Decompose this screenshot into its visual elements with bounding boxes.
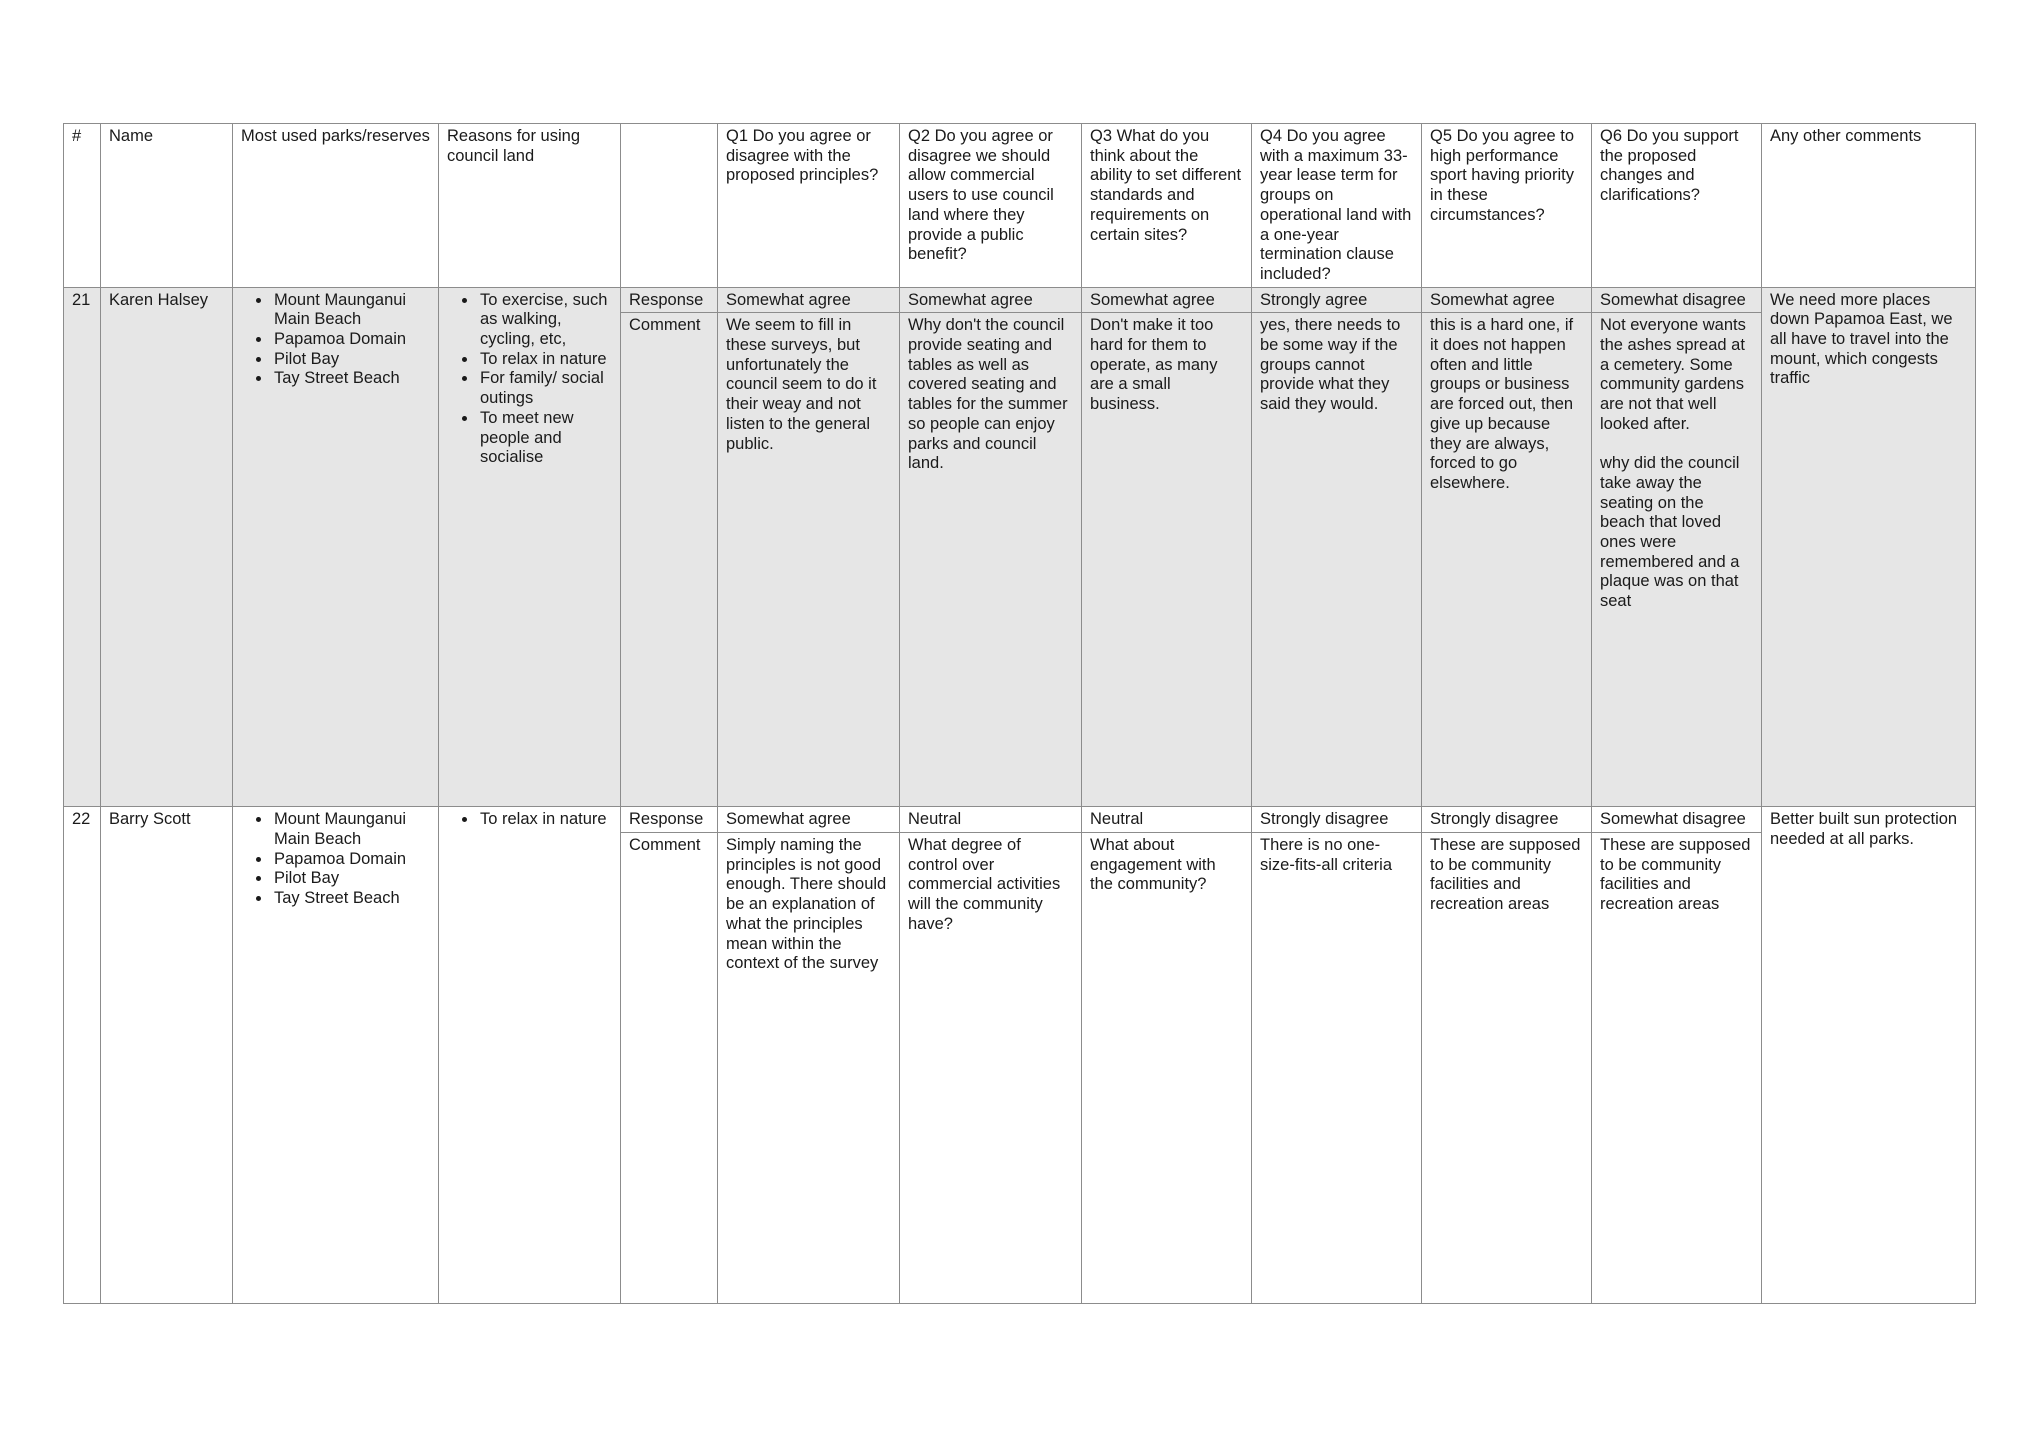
comment-label: Comment [621, 313, 718, 807]
q3-response: Neutral [1082, 807, 1252, 833]
q1-comment: We seem to fill in these surveys, but unfortunately the council seem to do it their weay and not listen to the general public. [718, 313, 900, 807]
respondent-name: Karen Halsey [101, 287, 233, 807]
q1-response: Somewhat agree [718, 807, 900, 833]
reasons-list [447, 291, 612, 468]
list-item: • Pilot Bay [272, 869, 430, 889]
header-q5: Q5 Do you agree to high performance sport having priority in these circumstances? [1422, 124, 1592, 288]
q6-response: Somewhat disagree [1592, 807, 1762, 833]
q1-comment: Simply naming the principles is not good enough. There should be an explanation of what the principles mean within the context of the survey [718, 833, 900, 1304]
parks-list [241, 291, 430, 390]
list-item: • To exercise, such as walking, cycling, etc, [478, 291, 612, 350]
reasons-cell [439, 287, 621, 807]
list-item: • Papamoa Domain [272, 850, 430, 870]
paragraph-spacer [1600, 435, 1753, 455]
header-reasons: Reasons for using council land [439, 124, 621, 288]
q6-comment [1592, 313, 1762, 807]
reasons-cell [439, 807, 621, 1304]
survey-responses-table [63, 123, 1976, 1304]
other-comments: Better built sun protection needed at all parks. [1762, 807, 1976, 1304]
list-item: • Tay Street Beach [272, 369, 430, 389]
list-item: • For family/ social outings [478, 369, 612, 408]
respondent-name: Barry Scott [101, 807, 233, 1304]
header-type [621, 124, 718, 288]
row-number: 22 [64, 807, 101, 1304]
list-item: • Mount Maunganui Main Beach [272, 291, 430, 330]
list-item: • Mount Maunganui Main Beach [272, 810, 430, 849]
header-number: # [64, 124, 101, 288]
q3-response: Somewhat agree [1082, 287, 1252, 313]
q6-comment-paragraph-1: Not everyone wants the ashes spread at a cemetery. Some community gardens are not that well looked after. [1600, 316, 1746, 433]
response-label: Response [621, 807, 718, 833]
q2-comment: What degree of control over commercial activities will the community have? [900, 833, 1082, 1304]
q3-comment: What about engagement with the community? [1082, 833, 1252, 1304]
q4-comment: There is no one-size-fits-all criteria [1252, 833, 1422, 1304]
q4-response: Strongly agree [1252, 287, 1422, 313]
table-row-response [64, 807, 1976, 833]
header-name: Name [101, 124, 233, 288]
header-parks: Most used parks/reserves [233, 124, 439, 288]
q5-response: Strongly disagree [1422, 807, 1592, 833]
header-q3: Q3 What do you think about the ability to set different standards and requirements on certain sites? [1082, 124, 1252, 288]
q1-response: Somewhat agree [718, 287, 900, 313]
document-page [63, 123, 1975, 1304]
header-q1: Q1 Do you agree or disagree with the proposed principles? [718, 124, 900, 288]
header-q2: Q2 Do you agree or disagree we should allow commercial users to use council land where they provide a public benefit? [900, 124, 1082, 288]
header-row [64, 124, 1976, 288]
list-item: • Papamoa Domain [272, 330, 430, 350]
list-item: • To meet new people and socialise [478, 409, 612, 468]
q5-response: Somewhat agree [1422, 287, 1592, 313]
q5-comment: this is a hard one, if it does not happen often and little groups or business are forced out, then give up because they are always, forced to go elsewhere. [1422, 313, 1592, 807]
response-label: Response [621, 287, 718, 313]
q2-response: Neutral [900, 807, 1082, 833]
q2-comment: Why don't the council provide seating and tables as well as covered seating and tables for the summer so people can enjoy parks and council land. [900, 313, 1082, 807]
list-item: • Pilot Bay [272, 350, 430, 370]
header-q4: Q4 Do you agree with a maximum 33-year lease term for groups on operational land with a one-year termination clause included? [1252, 124, 1422, 288]
parks-cell [233, 807, 439, 1304]
row-number: 21 [64, 287, 101, 807]
reasons-list [447, 810, 612, 830]
other-comments: We need more places down Papamoa East, we all have to travel into the mount, which congests traffic [1762, 287, 1976, 807]
parks-cell [233, 287, 439, 807]
q5-comment: These are supposed to be community facilities and recreation areas [1422, 833, 1592, 1304]
list-item: • To relax in nature [478, 810, 612, 830]
q6-comment-paragraph-2: why did the council take away the seating on the beach that loved ones were remembered and a plaque was on that seat [1600, 454, 1740, 611]
q2-response: Somewhat agree [900, 287, 1082, 313]
header-q6: Q6 Do you support the proposed changes and clarifications? [1592, 124, 1762, 288]
q4-response: Strongly disagree [1252, 807, 1422, 833]
list-item: • To relax in nature [478, 350, 612, 370]
comment-label: Comment [621, 833, 718, 1304]
q6-response: Somewhat disagree [1592, 287, 1762, 313]
q4-comment: yes, there needs to be some way if the groups cannot provide what they said they would. [1252, 313, 1422, 807]
q3-comment: Don't make it too hard for them to operate, as many are a small business. [1082, 313, 1252, 807]
list-item: • Tay Street Beach [272, 889, 430, 909]
q6-comment: These are supposed to be community facilities and recreation areas [1592, 833, 1762, 1304]
parks-list [241, 810, 430, 909]
table-row-response [64, 287, 1976, 313]
header-other-comments: Any other comments [1762, 124, 1976, 288]
